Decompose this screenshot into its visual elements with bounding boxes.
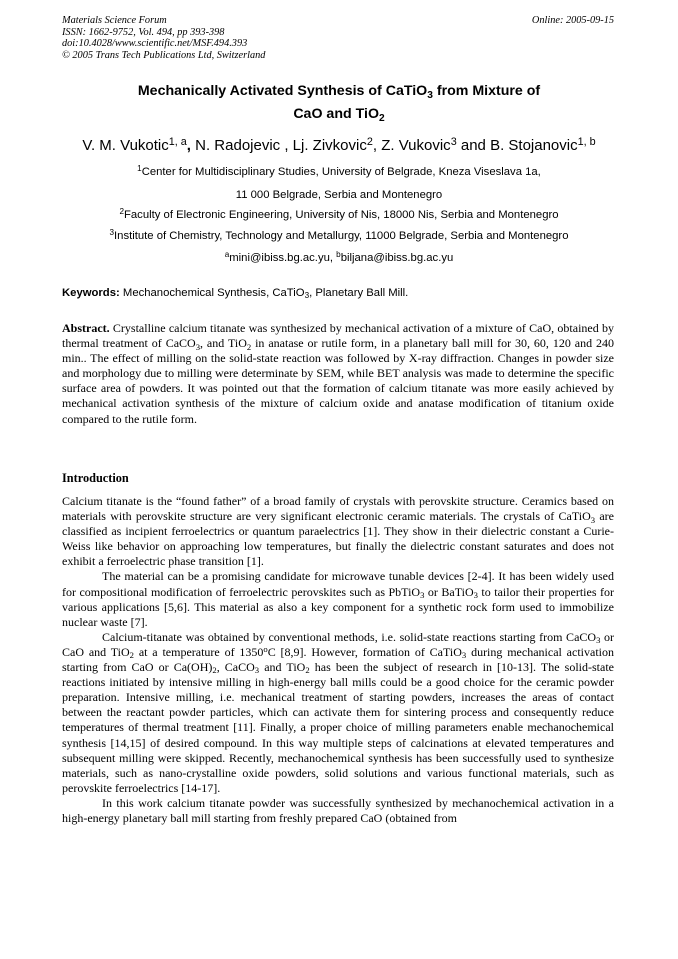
paragraph-text: , CaCO (216, 660, 255, 675)
affiliation-1 (40, 165, 638, 179)
email-mark: a (224, 250, 230, 260)
author-emails (40, 251, 638, 265)
author-affil-mark: 3 (450, 136, 457, 149)
paragraph-text: The material can be a promising candidate for microwave tunable devices [2-4]. It has been widely used for compositional modification of ferroelectric perovskites such as PbTiO (62, 569, 614, 599)
subscript: 3 (461, 650, 467, 661)
paragraph-text: Calcium titanate is the “found father” of a broad family of crystals with perovskite structure. Ceramics based on materials with perovskite structure are very significant electronic ceramic materials. The crystals of CaTiO (62, 494, 614, 524)
title-subscript: 3 (427, 89, 433, 101)
paragraph-text: to tailor their properties for various applications [5,6]. This material as also a key component for a synthetic rock form used to immobilize nuclear waste [7]. (62, 584, 614, 629)
author-list (40, 136, 638, 156)
affiliation-1-line2: 11 000 Belgrade, Serbia and Montenegro (235, 189, 443, 201)
title-text: CaO and TiO (293, 106, 379, 122)
copyright-line: © 2005 Trans Tech Publications Ltd, Switzerland (62, 49, 266, 61)
abstract-text: in anatase or rutile form, in a planetary ball mill for 30, 60, 120 and 240 min.. The effect of milling on the solid-state reaction was followed by X-ray diffraction. Changes in powder size and morphology due to milling were determinate by SEM, while BET analysis was made to determine the specific surface area of powders. It was pointed out that the formation of calcium titanate was more easily achieved by mechanical activation synthesis of the mixture of calcium oxide and anatase modification of titanium oxide compared to the rutile form. (62, 336, 614, 426)
superscript: o (263, 644, 268, 655)
abstract-label: Abstract. (62, 321, 110, 335)
author-affil-mark: 2 (366, 136, 373, 149)
paragraph (62, 796, 614, 826)
email-address: biljana@ibiss.bg.ac.yu (340, 252, 454, 264)
affil-text: Institute of Chemistry, Technology and Metallurgy, 11000 Belgrade, Serbia and Montenegro (114, 230, 569, 242)
paragraph-text: are classified as incipient ferroelectrics or quantum paraelectrics [1]. They show in their dielectric constant a Curie-Weiss like behavior on approaching low temperatures, but finally the dielectric constant saturates and does not exhibit a ferroelectric phase transition [1]. (62, 509, 614, 569)
keywords (62, 286, 408, 300)
introduction-body (62, 494, 614, 826)
subscript: 2 (212, 665, 217, 676)
paragraph-text: or CaO and TiO (62, 629, 614, 659)
keywords-text: Mechanochemical Synthesis, CaTiO (119, 287, 305, 299)
abstract-text: , and TiO (200, 336, 247, 351)
paragraph-text: has been the subject of research in [10-13]. The solid-state reactions initiated by intensive milling in high-energy ball mills could be a good choice for the ceramic powder preparation. Intensive milling, i.e. mechanical treatment of starting powders, increases the areas of contact between the reactant powder particles, which can activate them for sintering process and consequently reduce temperatures of thermal treatment [11]. Finally, a proper choice of milling parameters enable mechanochemical synthesis [14,15] of desired compound. In this way multiple steps of calcinations at elevated temperatures and subsequent milling were skipped. Recently, mechanochemical synthesis has been successfully used to synthesize materials, such as nano-crystalline oxide powders, solid solutions and various functional materials, such as perovskite ferroelectrics [14-17]. (62, 660, 614, 795)
affil-mark: 1 (137, 164, 142, 174)
affil-mark: 2 (119, 207, 124, 217)
email-mark: b (336, 250, 341, 260)
subscript: 3 (195, 341, 201, 352)
online-date: Online: 2005-09-15 (531, 15, 614, 26)
subscript: 3 (590, 514, 596, 525)
author-affil-mark: 1, b (577, 136, 596, 149)
subscript: 2 (246, 341, 252, 352)
issn-line: ISSN: 1662-9752, Vol. 494, pp 393-398 (62, 26, 225, 38)
author-name: and B. Stojanovic (456, 137, 578, 154)
journal-info (62, 15, 265, 61)
paragraph-text: or BaTiO (424, 584, 474, 599)
paragraph-text: C [8,9]. However, formation of CaTiO (267, 644, 462, 659)
paragraph-text: at a temperature of 1350 (133, 644, 264, 659)
paragraph-text: Calcium-titanate was obtained by conventional methods, i.e. solid-state reactions starting from CaCO (102, 629, 597, 644)
title-subscript: 2 (378, 112, 385, 124)
section-heading-introduction: Introduction (62, 471, 129, 485)
paragraph-text: In this work calcium titanate powder was successfully synthesized by mechanochemical activation in a high-energy planetary ball mill starting from freshly prepared CaO (obtained from (62, 795, 614, 825)
paragraph (62, 569, 614, 629)
keywords-text: , Planetary Ball Mill. (309, 287, 409, 299)
paragraph (62, 494, 614, 569)
doi-line: doi:10.4028/www.scientific.net/MSF.494.393 (62, 38, 248, 50)
keywords-label: Keywords: (62, 287, 120, 299)
paper-title (60, 80, 618, 126)
subscript: 2 (305, 665, 310, 676)
subscript: 3 (473, 589, 478, 600)
subscript: 2 (129, 650, 134, 661)
author-separator: , (186, 137, 196, 154)
affiliation-2 (40, 208, 638, 222)
abstract-text: Crystalline calcium titanate was synthesized by mechanical activation of a mixture of CaO, obtained by thermal treatment of CaCO (62, 321, 614, 351)
paragraph-text: during mechanical activation starting from CaO or Ca(OH) (62, 644, 614, 675)
subscript: 3 (420, 589, 425, 600)
paragraph-text: and TiO (259, 660, 306, 675)
affil-text: Faculty of Electronic Engineering, University of Nis, 18000 Nis, Serbia and Montenegro (124, 209, 559, 221)
author-name: N. Radojevic , Lj. Zivkovic (195, 137, 367, 154)
author-name: V. M. Vukotic (82, 137, 169, 154)
paragraph (62, 630, 614, 796)
affiliation-3 (40, 229, 638, 243)
keywords-subscript: 3 (304, 291, 310, 301)
affil-text: Center for Multidisciplinary Studies, University of Belgrade, Kneza Viseslava 1a, (141, 166, 541, 178)
abstract (62, 321, 614, 427)
title-text: Mechanically Activated Synthesis of CaTiO (137, 83, 428, 99)
author-name: , Z. Vukovic (372, 137, 451, 154)
affil-mark: 3 (109, 228, 115, 238)
title-text: from Mixture of (432, 83, 541, 99)
author-affil-mark: 1, a (168, 136, 187, 149)
subscript: 3 (596, 635, 601, 646)
email-address: mini@ibiss.bg.ac.yu, (229, 252, 337, 264)
journal-name: Materials Science Forum (62, 15, 167, 26)
subscript: 3 (254, 665, 260, 676)
